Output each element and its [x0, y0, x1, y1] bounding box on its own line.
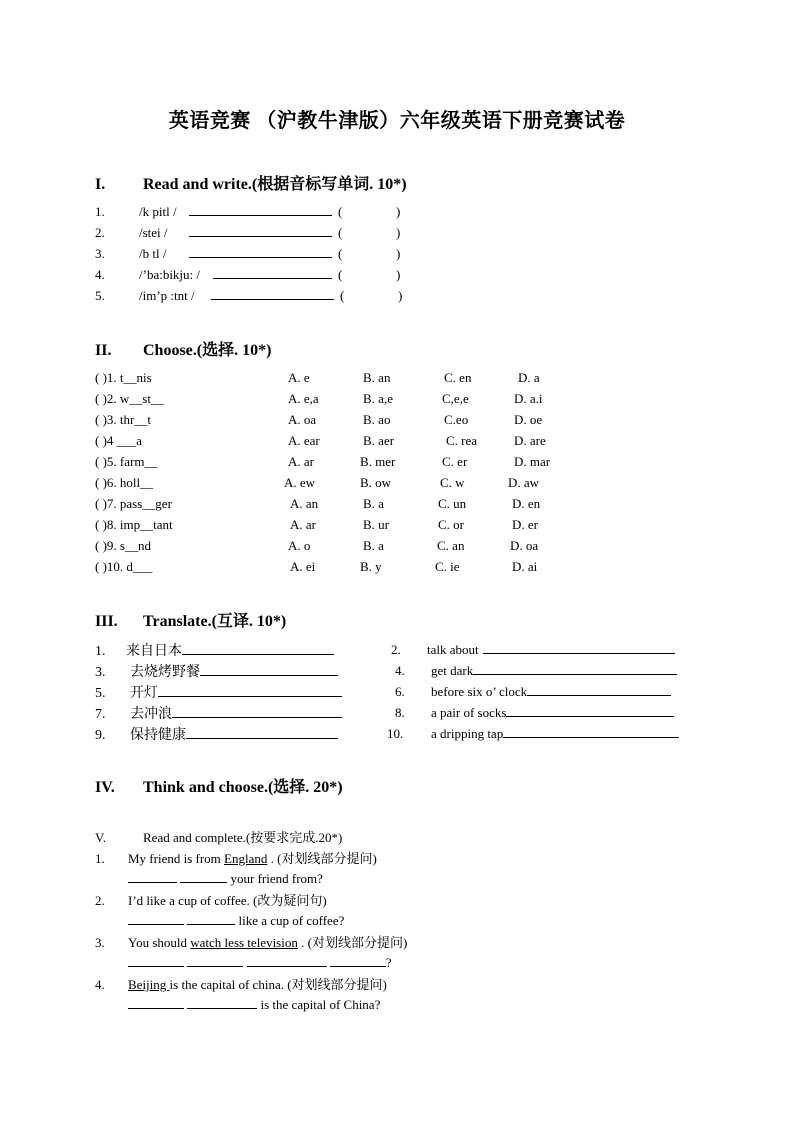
translate-item-5: 5. 开灯: [95, 682, 342, 702]
choose-option-c: C. or: [438, 517, 464, 532]
answer-blank[interactable]: [189, 202, 332, 216]
translate-item-1: 1. 来自日本: [95, 640, 334, 660]
phonetic-item-5: 5. /im’p :tnt / ( ): [95, 288, 403, 303]
choose-option-c: C. w: [440, 475, 465, 490]
rewrite-item-1: 1. My friend is from England . (对划线部分提问): [95, 851, 377, 866]
choose-option-a: A. e,a: [288, 391, 319, 406]
rewrite-answer-1: your friend from?: [128, 869, 323, 887]
choose-question-8: ( )8. imp__tant: [95, 517, 173, 532]
choose-option-b: B. ur: [363, 517, 389, 532]
phonetic-item-3: 3. /b tl / ( ): [95, 246, 401, 261]
choose-option-d: D. oe: [514, 412, 543, 427]
rewrite-answer-4: is the capital of China?: [128, 995, 380, 1013]
choose-question-10: ( )10. d___: [95, 559, 153, 574]
choose-option-c: C. en: [444, 370, 472, 385]
section-1-heading: [95, 171, 407, 194]
section-4-number: IV.: [95, 779, 115, 796]
answer-blank[interactable]: [128, 953, 184, 967]
rewrite-item-3: 3. You should watch less television . (对划线部分提问): [95, 935, 408, 950]
answer-blank[interactable]: [189, 244, 332, 258]
choose-option-d: D. en: [512, 496, 541, 511]
choose-option-d: D. mar: [514, 454, 551, 469]
choose-option-a: A. ew: [284, 475, 316, 490]
rewrite-answer-2: like a cup of coffee?: [128, 911, 344, 929]
section-2-title: Choose.(选择. 10*): [143, 342, 272, 359]
answer-blank[interactable]: [128, 995, 184, 1009]
choose-option-b: B. ao: [363, 412, 391, 427]
choose-option-b: B. an: [363, 370, 391, 385]
translate-item-3: 3. 去烧烤野餐: [95, 661, 338, 681]
translate-item-9: 9. 保持健康: [95, 724, 338, 744]
answer-blank[interactable]: [211, 286, 334, 300]
answer-blank[interactable]: [189, 223, 332, 237]
choose-option-b: B. a: [363, 496, 384, 511]
choose-option-d: D. ai: [512, 559, 538, 574]
choose-option-c: C.eo: [444, 412, 469, 427]
choose-option-b: B. aer: [363, 433, 395, 448]
section-5-title: Read and complete.(按要求完成.20*): [143, 830, 343, 845]
rewrite-item-2: 2. I’d like a cup of coffee. (改为疑问句): [95, 893, 327, 908]
section-2-number: II.: [95, 342, 112, 359]
choose-option-c: C,e,e: [442, 391, 469, 406]
choose-question-6: ( )6. holl__: [95, 475, 154, 490]
translate-item-10: 10. a dripping tap: [387, 724, 679, 742]
choose-option-c: C. er: [442, 454, 468, 469]
choose-option-d: D. er: [512, 517, 538, 532]
choose-option-a: A. ear: [288, 433, 320, 448]
section-3-heading: [95, 608, 286, 631]
choose-option-c: C. an: [437, 538, 465, 553]
section-3-number: III.: [95, 613, 118, 630]
phonetic-item-4: 4. /’ba:bikju: / ( ): [95, 267, 401, 282]
answer-blank[interactable]: [187, 995, 257, 1009]
answer-blank[interactable]: [128, 911, 184, 925]
choose-option-a: A. oa: [288, 412, 317, 427]
rewrite-answer-3: ?: [128, 953, 392, 971]
answer-blank[interactable]: [182, 641, 334, 655]
choose-option-a: A. o: [288, 538, 311, 553]
answer-blank[interactable]: [330, 953, 386, 967]
answer-blank[interactable]: [527, 682, 671, 696]
page-title: 英语竞赛 （沪教牛津版）六年级英语下册竞赛试卷: [168, 110, 626, 132]
choose-option-a: A. ei: [290, 559, 316, 574]
underlined-phrase: Beijing: [128, 977, 170, 992]
underlined-phrase: watch less television: [190, 935, 298, 950]
answer-blank[interactable]: [483, 640, 675, 654]
answer-blank[interactable]: [187, 911, 235, 925]
underlined-phrase: England: [224, 851, 268, 866]
choose-option-b: B. y: [360, 559, 382, 574]
choose-option-d: D. a: [518, 370, 540, 385]
choose-option-b: B. ow: [360, 475, 392, 490]
answer-blank[interactable]: [187, 953, 243, 967]
choose-option-b: B. mer: [360, 454, 396, 469]
answer-blank[interactable]: [247, 953, 327, 967]
choose-option-b: B. a,e: [363, 391, 393, 406]
choose-option-c: C. rea: [446, 433, 478, 448]
translate-item-7: 7. 去冲浪: [95, 703, 342, 723]
answer-blank[interactable]: [506, 703, 674, 717]
choose-question-9: ( )9. s__nd: [95, 538, 151, 553]
section-4-title: Think and choose.(选择. 20*): [143, 779, 343, 796]
choose-option-b: B. a: [363, 538, 384, 553]
choose-question-1: ( )1. t__nis: [95, 370, 152, 385]
answer-blank[interactable]: [200, 662, 338, 676]
section-4-heading: [95, 774, 343, 797]
answer-blank[interactable]: [503, 724, 679, 738]
section-5-heading: [95, 827, 342, 846]
answer-blank[interactable]: [213, 265, 332, 279]
choose-question-2: ( )2. w__st__: [95, 391, 164, 406]
choose-option-c: C. un: [438, 496, 467, 511]
choose-option-c: C. ie: [435, 559, 460, 574]
translate-item-4: 4. get dark: [395, 661, 677, 679]
choose-question-3: ( )3. thr__t: [95, 412, 151, 427]
choose-question-7: ( )7. pass__ger: [95, 496, 172, 511]
translate-item-8: 8. a pair of socks: [395, 703, 674, 721]
section-5-number: V.: [95, 830, 106, 845]
rewrite-item-4: 4. Beijing is the capital of china. (对划线部分提问): [95, 977, 387, 992]
translate-item-6: 6. before six o’ clock: [395, 682, 671, 700]
answer-blank[interactable]: [473, 661, 677, 675]
choose-option-a: A. ar: [288, 454, 314, 469]
choose-option-d: D. a.i: [514, 391, 543, 406]
translate-item-2: 2. talk about: [391, 640, 675, 658]
choose-option-d: D. aw: [508, 475, 540, 490]
choose-option-d: D. are: [514, 433, 546, 448]
answer-blank[interactable]: [158, 683, 342, 697]
section-1-title: Read and write.(根据音标写单词. 10*): [143, 176, 407, 193]
choose-question-5: ( )5. farm__: [95, 454, 158, 469]
choose-option-a: A. e: [288, 370, 310, 385]
section-2-heading: [95, 337, 271, 360]
choose-option-a: A. ar: [290, 517, 316, 532]
choose-option-d: D. oa: [510, 538, 539, 553]
choose-option-a: A. an: [290, 496, 319, 511]
answer-blank[interactable]: [186, 725, 338, 739]
section-1-number: I.: [95, 176, 106, 193]
answer-blank[interactable]: [128, 869, 177, 883]
phonetic-item-1: 1. /k pitl / ( ): [95, 204, 401, 219]
phonetic-item-2: 2. /stei / ( ): [95, 225, 401, 240]
answer-blank[interactable]: [172, 704, 342, 718]
answer-blank[interactable]: [180, 869, 227, 883]
section-3-title: Translate.(互译. 10*): [143, 613, 287, 630]
choose-question-4: ( )4 ___a: [95, 433, 142, 448]
